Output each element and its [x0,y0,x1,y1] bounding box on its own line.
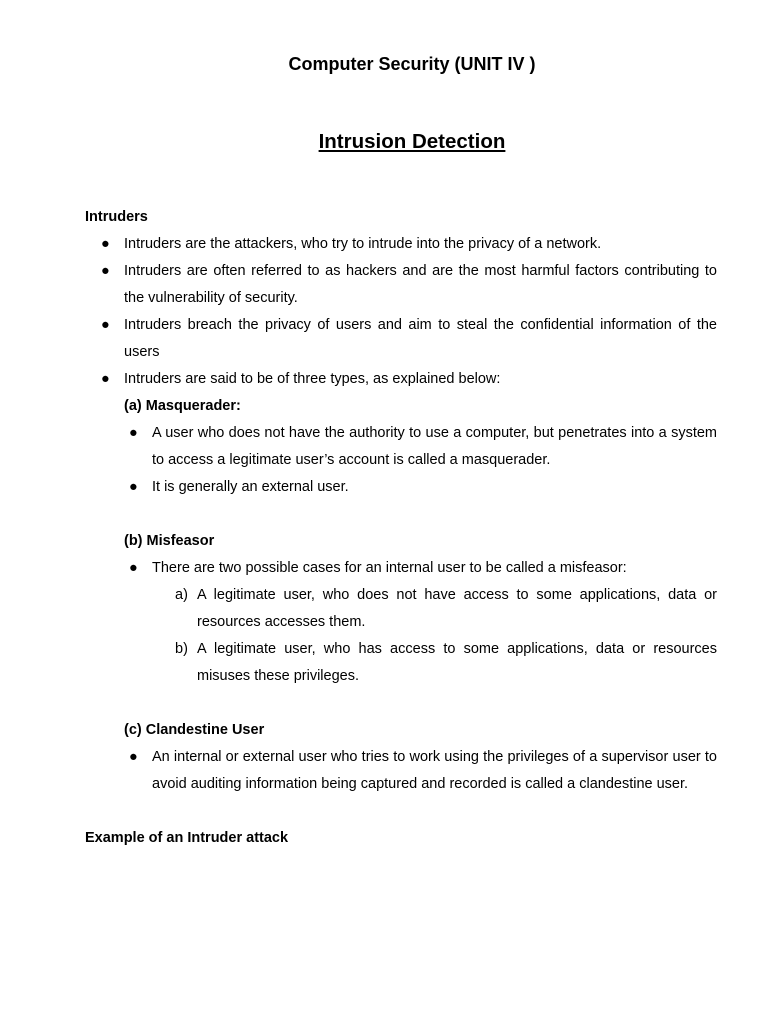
example-heading: Example of an Intruder attack [85,830,289,846]
bullet-icon: ● [129,479,138,495]
case-text: A legitimate user, who has access to some applications, data or resources misuses these privileges. [197,641,717,684]
bullet-icon: ● [101,263,110,279]
list-item [85,312,717,366]
list-item-text: Intruders are said to be of three types, as explained below: [124,371,501,387]
list-item-text: It is generally an external user. [152,479,349,495]
list-item-text: An internal or external user who tries to work using the privileges of a supervisor user to avoid auditing information being captured and recorded is called a clandestine user. [152,749,717,792]
list-item [124,744,717,798]
list-item-text: Intruders are often referred to as hackers and are the most harmful factors contributing to the vulnerability of security. [124,263,717,306]
spacer [85,798,717,825]
list-item [85,366,717,393]
masquerader-heading: (a) Masquerader: [124,398,241,414]
list-item-text: There are two possible cases for an internal user to be called a misfeasor: [152,560,627,576]
bullet-icon: ● [101,236,110,252]
bullet-icon: ● [129,425,138,441]
case-marker: b) [175,641,188,657]
masquerader-section [85,393,717,501]
case-item [124,582,717,636]
section-title: Intrusion Detection [318,130,506,153]
clandestine-section [85,717,717,798]
list-item-text: Intruders breach the privacy of users and aim to steal the confidential information of the users [124,317,717,360]
misfeasor-section [85,528,717,690]
bullet-icon: ● [129,749,138,765]
list-item [124,555,717,582]
spacer [85,501,717,528]
misfeasor-list [124,555,717,582]
bullet-icon: ● [101,317,110,333]
bullet-icon: ● [101,371,110,387]
list-item [124,474,717,501]
clandestine-list [124,744,717,798]
case-marker: a) [175,587,188,603]
case-text: A legitimate user, who does not have access to some applications, data or resources accesses them. [197,587,717,630]
list-item-text: A user who does not have the authority to use a computer, but penetrates into a system to access a legitimate user’s account is called a masquerader. [152,425,717,468]
misfeasor-cases [124,582,717,690]
list-item [85,258,717,312]
masquerader-list [124,420,717,501]
intruders-heading: Intruders [85,209,148,225]
list-item [85,231,717,258]
list-item-text: Intruders are the attackers, who try to intrude into the privacy of a network. [124,236,602,252]
document-body [85,204,717,852]
misfeasor-heading: (b) Misfeasor [124,533,215,549]
document-title: Computer Security (UNIT IV ) [288,54,536,74]
case-item [124,636,717,690]
list-item [124,420,717,474]
spacer [85,690,717,717]
bullet-icon: ● [129,560,138,576]
intruders-list [85,231,717,393]
clandestine-heading: (c) Clandestine User [124,722,265,738]
